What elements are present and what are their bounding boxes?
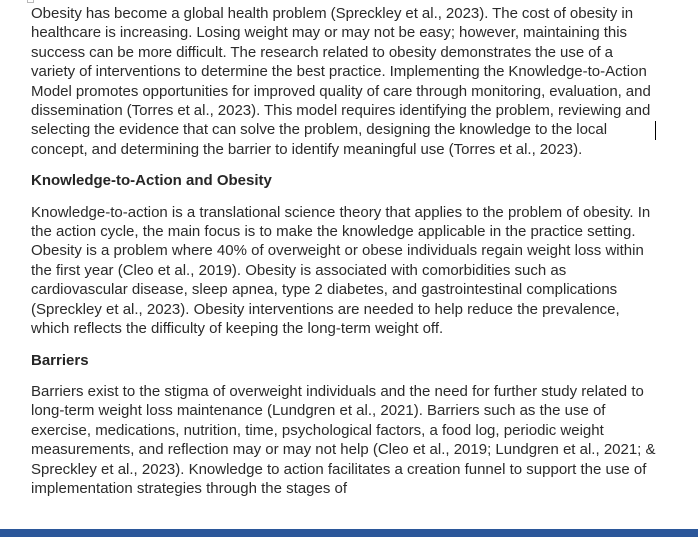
status-bar [0, 529, 698, 537]
text-cursor [655, 121, 656, 140]
heading-barriers[interactable]: Barriers [31, 351, 89, 369]
paragraph-barriers[interactable]: Barriers exist to the stigma of overweight individuals and the need for further study related to long-term weight loss maintenance (Lundgren et al., 2021). Barriers such as the use of exercise, medications, nutrition, time, psychological factors, a food log, periodic weight measurements, and reflection may or may not help (Cleo et al., 2019; Lundgren et al., 2021; & Spreckley et al., 2023). Knowledge to action facilitates a creation funnel to support the use of implementation strategies through the stages of [31, 382, 656, 497]
heading-knowledge-to-action[interactable]: Knowledge-to-Action and Obesity [31, 172, 272, 190]
paragraph-knowledge-to-action[interactable]: Knowledge-to-action is a translational science theory that applies to the problem of obesity. In the action cycle, the main focus is to make the knowledge applicable in the practice setting. Obesity is a problem where 40% of overweight or obese individuals regain weight loss within the first year (Cleo et al., 2019). Obesity is associated with comorbidities such as cardiovascular disease, sleep apnea, type 2 diabetes, and gastrointestinal complications (Spreckley et al., 2023). Obesity interventions are needed to help reduce the prevalence, which reflects the difficulty of keeping the long-term weight off. [31, 203, 651, 338]
document-body[interactable] [31, 4, 661, 498]
object-anchor-handle[interactable] [27, 0, 34, 3]
paragraph-introduction[interactable]: Obesity has become a global health problem (Spreckley et al., 2023). The cost of obesity in healthcare is increasing. Losing weight may or may not be easy; however, maintaining this success can be more difficult. The research related to obesity demonstrates the use of a variety of interventions to determine the best practice. Implementing the Knowledge-to-Action Model promotes opportunities for improved quality of care through monitoring, evaluation, and dissemination (Torres et al., 2023). This model requires identifying the problem, reviewing and selecting the evidence that can solve the problem, designing the knowledge to the local concept, and determining the barrier to identify meaningful use (Torres et al., 2023). [31, 5, 651, 158]
